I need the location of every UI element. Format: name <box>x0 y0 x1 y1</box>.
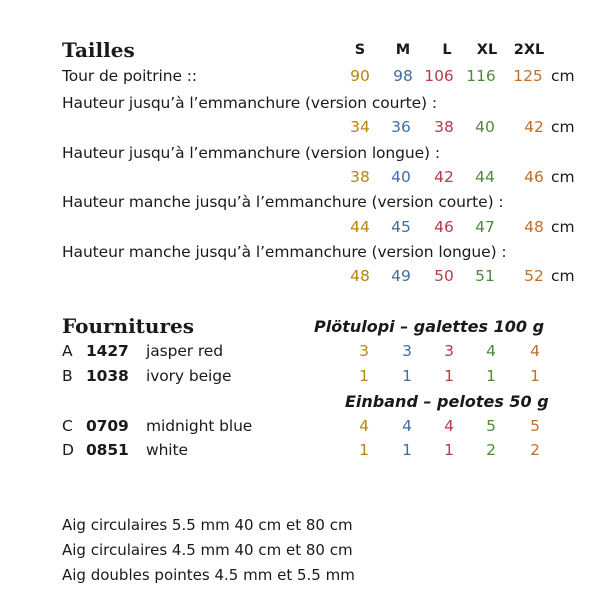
yarn-letter: C <box>62 417 73 435</box>
value-cell: 46 <box>434 218 454 236</box>
yarn-letter: D <box>62 441 74 459</box>
yarn-color-name: midnight blue <box>146 417 253 435</box>
fournitures-heading: Fournitures <box>62 314 194 338</box>
value-cell: 40 <box>475 118 495 136</box>
quantity-cell: 4 <box>444 417 454 435</box>
unit-label: cm <box>551 67 575 85</box>
tailles-heading: Tailles <box>62 38 135 62</box>
value-cell: 48 <box>350 267 370 285</box>
quantity-cell: 1 <box>530 367 540 385</box>
yarn-color-code: 1427 <box>86 342 129 360</box>
size-header-l: L <box>442 42 452 58</box>
value-cell: 48 <box>524 218 544 236</box>
quantity-cell: 1 <box>359 367 369 385</box>
yarn-color-name: jasper red <box>146 342 223 360</box>
yarn-letter: B <box>62 367 73 385</box>
quantity-cell: 3 <box>444 342 454 360</box>
quantity-cell: 1 <box>444 441 454 459</box>
yarn-color-code: 0851 <box>86 441 129 459</box>
value-cell: 52 <box>524 267 544 285</box>
unit-label: cm <box>551 118 575 136</box>
value-cell: 45 <box>391 218 411 236</box>
unit-label: cm <box>551 267 575 285</box>
needle-line: Aig circulaires 5.5 mm 40 cm et 80 cm <box>62 516 353 534</box>
value-cell: 49 <box>391 267 411 285</box>
yarn-letter: A <box>62 342 73 360</box>
yarn-color-name: ivory beige <box>146 367 232 385</box>
value-cell: 42 <box>434 168 454 186</box>
quantity-cell: 5 <box>486 417 496 435</box>
quantity-cell: 4 <box>402 417 412 435</box>
quantity-cell: 2 <box>486 441 496 459</box>
yarn-color-code: 1038 <box>86 367 129 385</box>
value-cell: 40 <box>391 168 411 186</box>
value-cell: 106 <box>424 67 454 85</box>
measurement-label-sleeve-long: Hauteur manche jusqu’à l’emmanchure (version longue) : <box>62 243 507 261</box>
value-cell: 90 <box>350 67 370 85</box>
value-cell: 98 <box>393 67 413 85</box>
value-cell: 125 <box>513 67 543 85</box>
quantity-cell: 4 <box>530 342 540 360</box>
value-cell: 36 <box>391 118 411 136</box>
measurement-label-armhole-long: Hauteur jusqu’à l’emmanchure (version longue) : <box>62 144 440 162</box>
measurement-label-chest: Tour de poitrine :: <box>62 67 197 85</box>
value-cell: 51 <box>475 267 495 285</box>
value-cell: 38 <box>434 118 454 136</box>
quantity-cell: 1 <box>444 367 454 385</box>
value-cell: 47 <box>475 218 495 236</box>
needle-line: Aig circulaires 4.5 mm 40 cm et 80 cm <box>62 541 353 559</box>
needle-line: Aig doubles pointes 4.5 mm et 5.5 mm <box>62 566 355 584</box>
quantity-cell: 2 <box>530 441 540 459</box>
yarn-header-plotulopi: Plötulopi – galettes 100 g <box>314 317 545 336</box>
value-cell: 46 <box>524 168 544 186</box>
size-header-m: M <box>395 42 411 58</box>
value-cell: 34 <box>350 118 370 136</box>
yarn-color-code: 0709 <box>86 417 129 435</box>
size-header-xl: XL <box>476 42 498 58</box>
quantity-cell: 1 <box>402 367 412 385</box>
yarn-header-einband: Einband – pelotes 50 g <box>345 392 549 411</box>
quantity-cell: 4 <box>486 342 496 360</box>
unit-label: cm <box>551 168 575 186</box>
value-cell: 116 <box>466 67 496 85</box>
value-cell: 44 <box>475 168 495 186</box>
measurement-label-sleeve-short: Hauteur manche jusqu’à l’emmanchure (version courte) : <box>62 193 504 211</box>
quantity-cell: 5 <box>530 417 540 435</box>
quantity-cell: 4 <box>359 417 369 435</box>
quantity-cell: 1 <box>359 441 369 459</box>
size-header-s: S <box>354 42 366 58</box>
quantity-cell: 1 <box>402 441 412 459</box>
measurement-label-armhole-short: Hauteur jusqu’à l’emmanchure (version courte) : <box>62 94 437 112</box>
value-cell: 42 <box>524 118 544 136</box>
unit-label: cm <box>551 218 575 236</box>
value-cell: 38 <box>350 168 370 186</box>
quantity-cell: 3 <box>359 342 369 360</box>
size-header-2xl: 2XL <box>513 42 545 58</box>
quantity-cell: 1 <box>486 367 496 385</box>
value-cell: 44 <box>350 218 370 236</box>
yarn-color-name: white <box>146 441 188 459</box>
quantity-cell: 3 <box>402 342 412 360</box>
value-cell: 50 <box>434 267 454 285</box>
